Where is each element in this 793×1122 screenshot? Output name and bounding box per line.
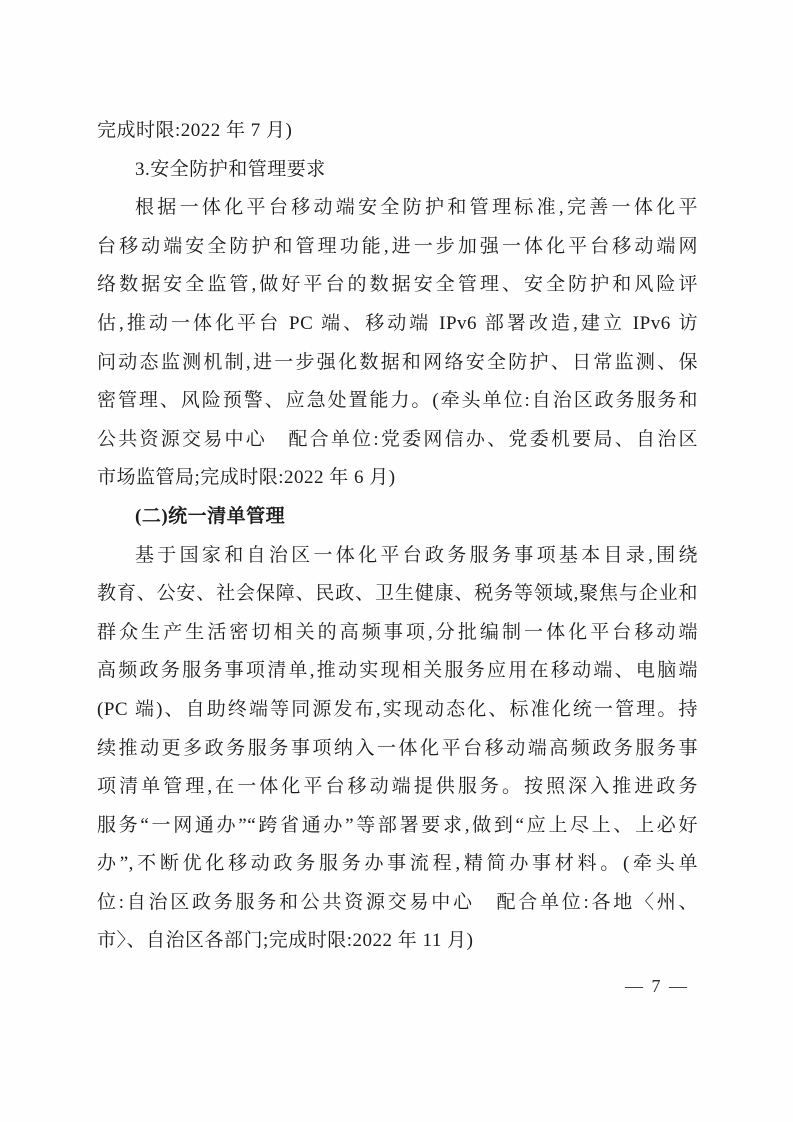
- text-line: 完成时限:2022 年 7 月): [97, 120, 293, 141]
- text-line: 高频政务服务事项清单,推动实现相关服务应用在移动端、电脑端: [97, 660, 698, 682]
- text-line: 群众生产生活密切相关的高频事项,分批编制一体化平台移动端: [97, 621, 698, 643]
- text-line: 估,推动一体化平台 PC 端、移动端 IPv6 部署改造,建立 IPv6 访: [97, 312, 698, 334]
- text-line: 台移动端安全防护和管理功能,进一步加强一体化平台移动端网: [97, 235, 698, 257]
- text-line: 续推动更多政务服务事项纳入一体化平台移动端高频政务服务事: [97, 737, 698, 759]
- text-line: 密管理、风险预警、应急处置能力。(牵头单位:自治区政务服务和: [97, 390, 698, 412]
- text-line: 市〉、自治区各部门;完成时限:2022 年 11 月): [97, 930, 474, 952]
- text-line: (PC 端)、自助终端等同源发布,实现动态化、标准化统一管理。持: [97, 698, 698, 720]
- text-line: 问动态监测机制,进一步强化数据和网络安全防护、日常监测、保: [97, 351, 698, 373]
- text-line: 络数据安全监管,做好平台的数据安全管理、安全防护和风险评: [97, 274, 698, 296]
- text-line: 根据一体化平台移动端安全防护和管理标准,完善一体化平: [135, 197, 698, 219]
- document-body: [97, 112, 698, 961]
- text-line: 基于国家和自治区一体化平台政务服务事项基本目录,围绕: [135, 544, 698, 566]
- text-line: 教育、公安、社会保障、民政、卫生健康、税务等领域,聚焦与企业和: [97, 583, 698, 605]
- numbered-heading: 3.安全防护和管理要求: [135, 158, 326, 180]
- text-line: 位:自治区政务服务和公共资源交易中心 配合单位:各地〈州、: [97, 891, 698, 913]
- text-line: 服务“一网通办”“跨省通办”等部署要求,做到“应上尽上、上必好: [97, 814, 698, 836]
- section-heading: (二)统一清单管理: [135, 505, 286, 527]
- page-number: — 7 —: [625, 976, 689, 996]
- text-line: 公共资源交易中心 配合单位:党委网信办、党委机要局、自治区: [97, 428, 698, 450]
- text-line: 办”,不断优化移动政务服务办事流程,精简办事材料。(牵头单: [97, 853, 698, 875]
- text-line: 市场监管局;完成时限:2022 年 6 月): [97, 467, 396, 489]
- text-line: 项清单管理,在一体化平台移动端提供服务。按照深入推进政务: [97, 776, 698, 798]
